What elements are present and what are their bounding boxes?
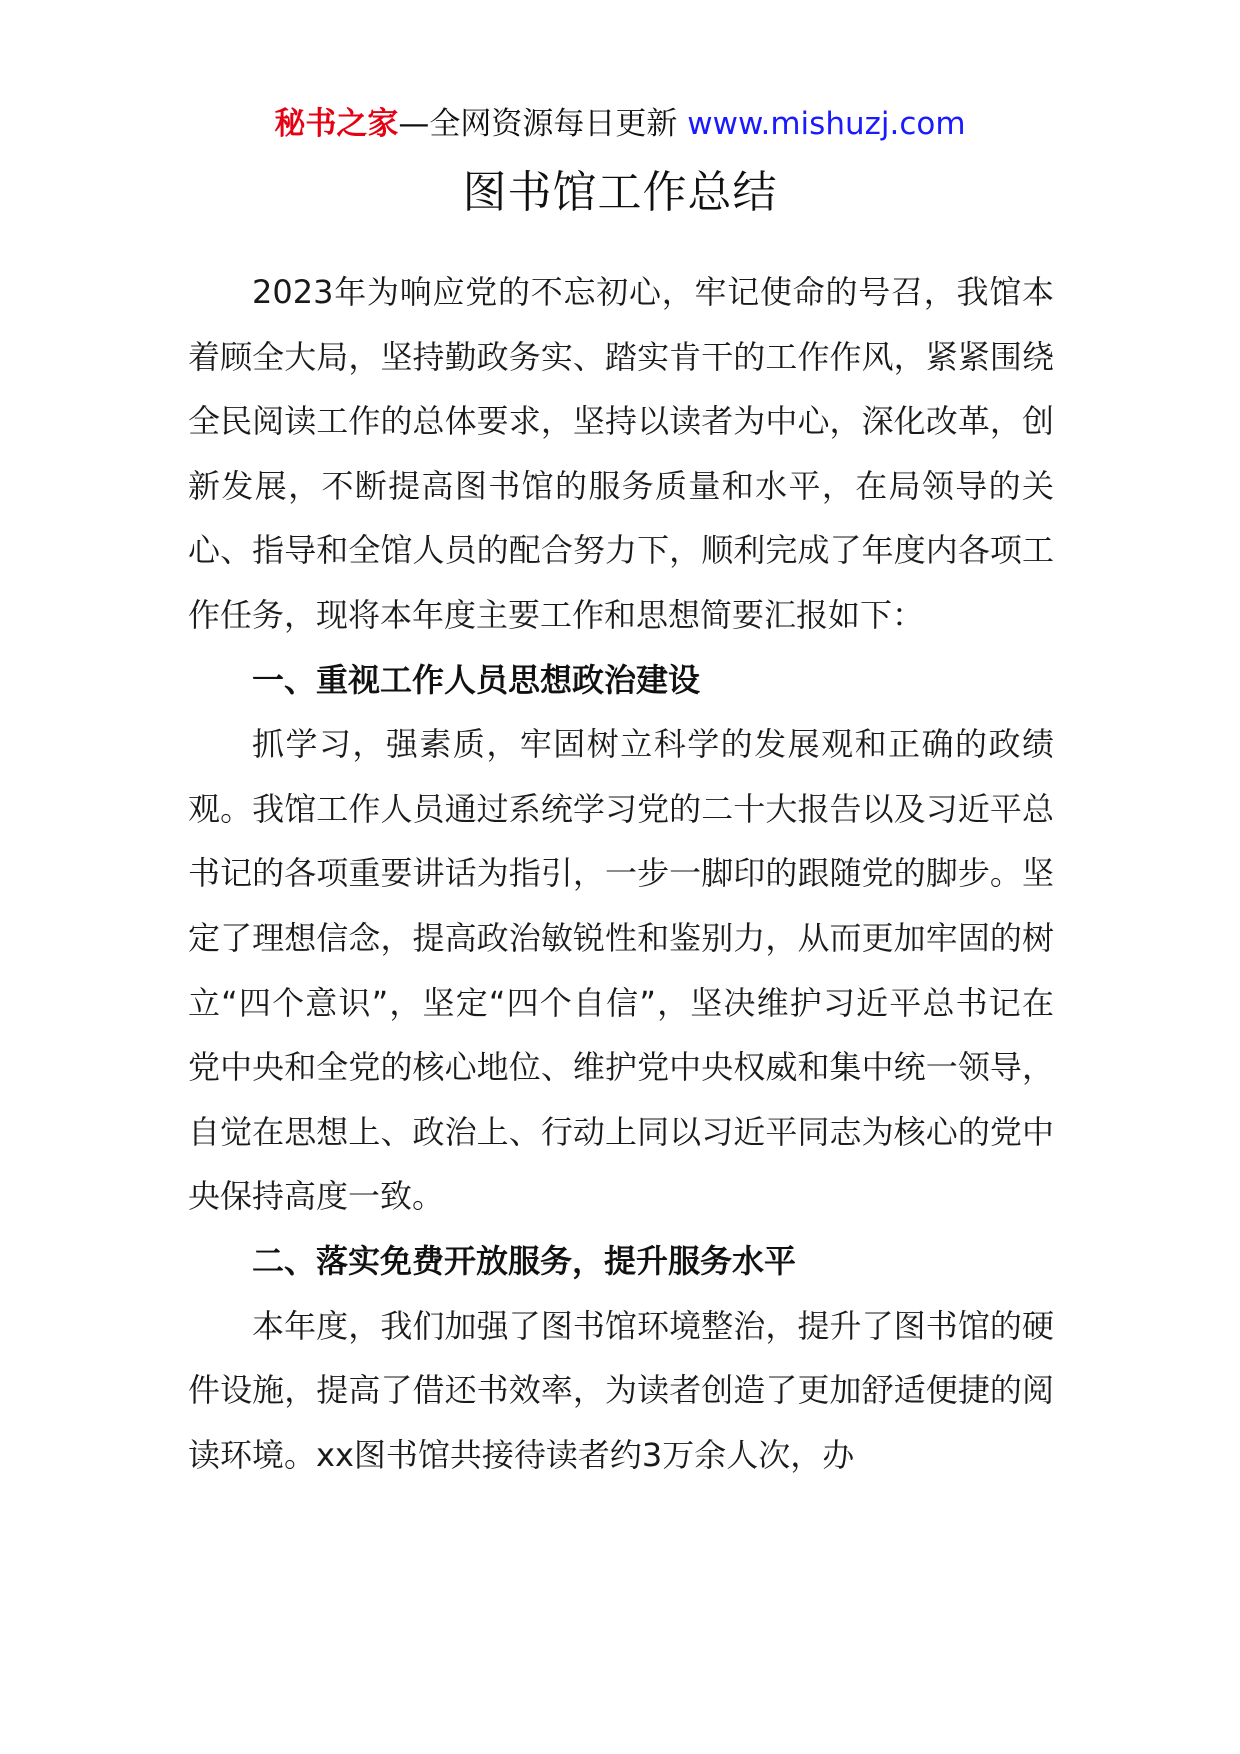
- banner-tagline: —全网资源每日更新: [398, 106, 688, 142]
- section-heading: 二、落实免费开放服务，提升服务水平: [252, 1241, 797, 1280]
- site-banner: [0, 98, 1240, 150]
- section-heading: 一、重视工作人员思想政治建设: [252, 660, 701, 699]
- document-title: 图书馆工作总结: [462, 167, 778, 218]
- section-paragraph: 抓学习，强素质，牢固树立科学的发展观和正确的政绩观。我馆工作人员通过系统学习党的二十大报告以及习近平总书记的各项重要讲话为指引，一步一脚印的跟随党的脚步。坚定了理想信念，提高政治敏锐性和鉴别力，从而更加牢固的树立“四个意识”，坚定“四个自信”，坚决维护习近平总书记在党中央和全党的核心地位、维护党中央权威和集中统一领导，自觉在思想上、政治上、行动上同以习近平同志为核心的党中央保持高度一致。: [188, 725, 1054, 1216]
- brand-name: 秘书之家: [274, 106, 399, 142]
- document-body: [188, 260, 1054, 1487]
- section-paragraph: 本年度，我们加强了图书馆环境整治，提升了图书馆的硬件设施，提高了借还书效率，为读者创造了更加舒适便捷的阅读环境。xx图书馆共接待读者约3万余人次，办: [188, 1306, 1054, 1474]
- site-url-link[interactable]: www.mishuzj.com: [687, 106, 966, 142]
- intro-paragraph: 2023年为响应党的不忘初心，牢记使命的号召，我馆本着顾全大局，坚持勤政务实、踏实肯干的工作作风，紧紧围绕全民阅读工作的总体要求，坚持以读者为中心，深化改革，创新发展，不断提高图书馆的服务质量和水平，在局领导的关心、指导和全馆人员的配合努力下，顺利完成了年度内各项工作任务，现将本年度主要工作和思想简要汇报如下：: [188, 273, 1054, 634]
